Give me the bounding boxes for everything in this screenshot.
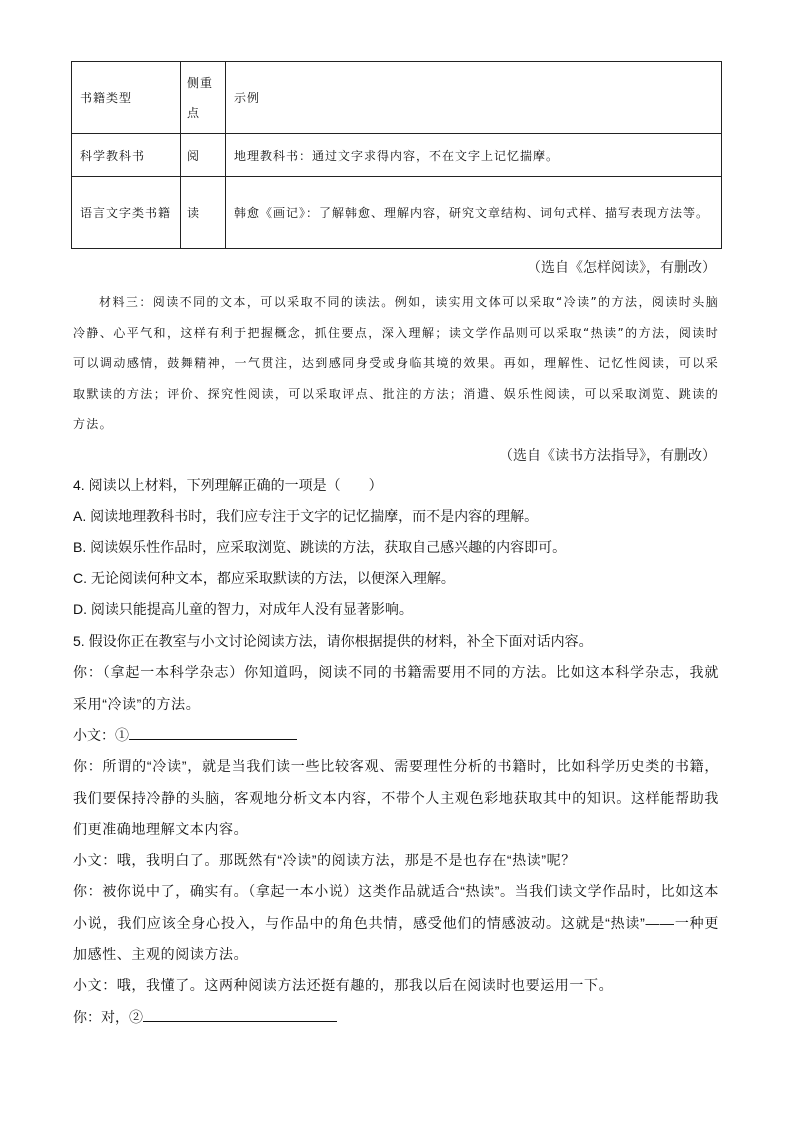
table-header-row (72, 62, 722, 134)
cell-book-type: 语言文字类书籍 (72, 177, 181, 249)
material-three-source-note: （选自《读书方法指导》，有删改） (499, 447, 716, 463)
table-row (72, 134, 722, 177)
answer-blank-2[interactable] (143, 1007, 337, 1022)
cell-book-type: 科学教科书 (72, 134, 181, 177)
header-book-type: 书籍类型 (72, 62, 181, 134)
question-5-stem: 5. 假设你正在教室与小文讨论阅读方法，请你根据提供的材料，补全下面对话内容。 (73, 633, 593, 649)
dialog-line: 你：（拿起一本科学杂志）你知道吗，阅读不同的书籍需要用不同的方法。比如这本科学杂志，我就采用“冷读”的方法。 (73, 664, 719, 712)
reading-methods-table (71, 61, 722, 249)
dialog-line: 小文：哦，我明白了。那既然有“冷读”的阅读方法，那是不是也存在“热读”呢？ (73, 852, 576, 868)
question-4-option-a: A. 阅读地理教科书时，我们应专注于文字的记忆揣摩，而不是内容的理解。 (73, 508, 539, 524)
dialog-line-blank-2: 你：对，② (73, 1002, 733, 1033)
cell-focus: 阅 (181, 134, 226, 177)
header-example: 示例 (226, 62, 722, 134)
question-4-option-b: B. 阅读娱乐性作品时，应采取浏览、跳读的方法，获取自己感兴趣的内容即可。 (73, 539, 567, 555)
question-4-stem: 4. 阅读以上材料，下列理解正确的一项是（ ） (73, 477, 383, 493)
table-row (72, 177, 722, 249)
dialog-line: 你：所谓的“冷读”，就是当我们读一些比较客观、需要理性分析的书籍时，比如科学历史类的书籍，我们要保持冷静的头脑，客观地分析文本内容，不带个人主观色彩地获取其中的知识。这样能帮助我们更准确地理解文本内容。 (73, 758, 719, 837)
question-4-option-c: C. 无论阅读何种文本，都应采取默读的方法，以便深入理解。 (73, 570, 455, 586)
header-focus: 侧重点 (181, 62, 226, 134)
cell-example: 韩愈《画记》：了解韩愈、理解内容，研究文章结构、词句式样、描写表现方法等。 (226, 177, 722, 249)
dialog-line-blank-1: 小文：① (73, 720, 733, 751)
dialog-line: 你：被你说中了，确实有。（拿起一本小说）这类作品就适合“热读”。当我们读文学作品时，比如这本小说，我们应该全身心投入，与作品中的角色共情，感受他们的情感波动。这就是“热读”——一种更加感性、主观的阅读方法。 (73, 883, 719, 962)
answer-blank-1[interactable] (129, 725, 297, 740)
table-source-note: （选自《怎样阅读》，有删改） (527, 259, 716, 275)
cell-focus: 读 (181, 177, 226, 249)
question-4-option-d: D. 阅读只能提高儿童的智力，对成年人没有显著影响。 (73, 601, 413, 617)
cell-example: 地理教科书：通过文字求得内容，不在文字上记忆揣摩。 (226, 134, 722, 177)
dialog-line: 小文：哦，我懂了。这两种阅读方法还挺有趣的，那我以后在阅读时也要运用一下。 (73, 977, 614, 993)
material-three-paragraph: 材料三：阅读不同的文本，可以采取不同的读法。例如，读实用文体可以采取“冷读”的方法，阅读时头脑冷静、心平气和，这样有利于把握概念，抓住要点，深入理解；读文学作品则可以采取“热读”的方法，阅读时可以调动感情，鼓舞精神，一气贯注，达到感同身受或身临其境的效果。再如，理解性、记忆性阅读，可以采取默读的方法；评价、探究性阅读，可以采取评点、批注的方法；消遣、娱乐性阅读，可以采取浏览、跳读的方法。 (73, 295, 719, 431)
